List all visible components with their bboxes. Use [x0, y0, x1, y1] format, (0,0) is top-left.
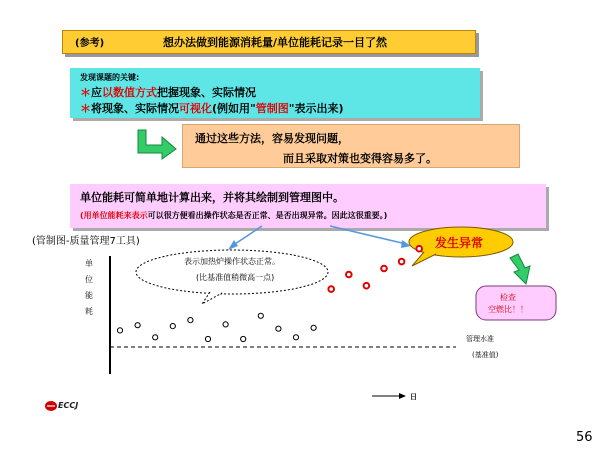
x-axis-label: 日 [410, 393, 417, 401]
calc-text-rest: 可以很方便看出操作状态是否正常、是否出现异常。因此这很重要。) [147, 211, 388, 220]
y-axis-label: 单位能耗 [85, 259, 93, 316]
bubble-text-line2: (比基准值稍微高一点) [196, 273, 275, 282]
page-title: 想办法做到能源消耗量/单位能耗记录一目了然 [163, 36, 388, 49]
bubble-tail [202, 292, 222, 304]
key-point-highlight: 可视化 [179, 102, 212, 115]
control-level-label: 管理水准 [466, 335, 494, 343]
result-text-line2: 而且采取对策也变得容易多了。 [283, 152, 437, 165]
check-text-line1: 检查 [500, 293, 516, 302]
abnormal-data-point [346, 272, 352, 278]
key-point-text: (例如用" [212, 102, 256, 115]
normal-data-point [135, 323, 140, 328]
abnormal-data-point [399, 259, 405, 265]
eccj-logo-icon [44, 400, 58, 412]
bubble-text-line1: 表示加热炉操作状态正常。 [184, 257, 280, 266]
key-point-text: 应 [91, 86, 102, 99]
callout-arrow [330, 226, 406, 244]
normal-data-point [276, 326, 281, 331]
normal-data-point [170, 324, 175, 329]
result-text-line1: 通过这些方法，容易发现问题， [195, 132, 349, 145]
callout-arrowhead [228, 240, 238, 250]
normal-data-point [188, 318, 193, 323]
key-point-text: 把握现象、实际情况 [157, 86, 256, 99]
callout-arrow [232, 226, 262, 246]
anomaly-label: 发生异常 [435, 236, 484, 250]
anomaly-callout-tail [412, 252, 436, 266]
control-level-sublabel: (基准值) [472, 351, 499, 359]
normal-data-point [241, 336, 246, 341]
normal-data-point [311, 325, 316, 330]
check-text-line2: 空燃比！！ [488, 305, 528, 314]
bullet-icon: ＊ [80, 102, 91, 115]
normal-data-point [117, 328, 122, 333]
calc-highlight: (用单位能耗来表示 [80, 211, 148, 220]
calc-text-line1: 单位能耗可简单地计算出来，并将其绘制到管理图中。 [80, 191, 344, 204]
key-points-heading: 发现课题的关键: [80, 73, 140, 82]
normal-data-point [153, 335, 158, 340]
normal-data-point [205, 336, 210, 341]
normal-data-point [223, 322, 228, 327]
down-arrow-icon [510, 254, 530, 284]
key-point-text: 将现象、实际情况 [91, 102, 179, 115]
key-point-highlight: 以数值方式 [102, 86, 157, 99]
bullet-icon: ＊ [80, 86, 91, 99]
abnormal-data-point [328, 286, 334, 292]
normal-data-point [293, 335, 298, 340]
x-axis-arrowhead [399, 393, 406, 399]
title-reference-tag: (参考) [75, 38, 105, 49]
key-point-text: "表示出来) [288, 102, 344, 115]
logo-text: ECCJ [58, 401, 79, 410]
normal-data-point [258, 313, 263, 318]
key-point-highlight: 管制图 [255, 102, 289, 115]
abnormal-data-point [416, 246, 422, 252]
chart-label: (管制图-质量管理7工具) [32, 236, 140, 247]
page-number: 56 [576, 430, 593, 445]
abnormal-data-point [381, 266, 387, 272]
abnormal-data-point [364, 283, 370, 289]
